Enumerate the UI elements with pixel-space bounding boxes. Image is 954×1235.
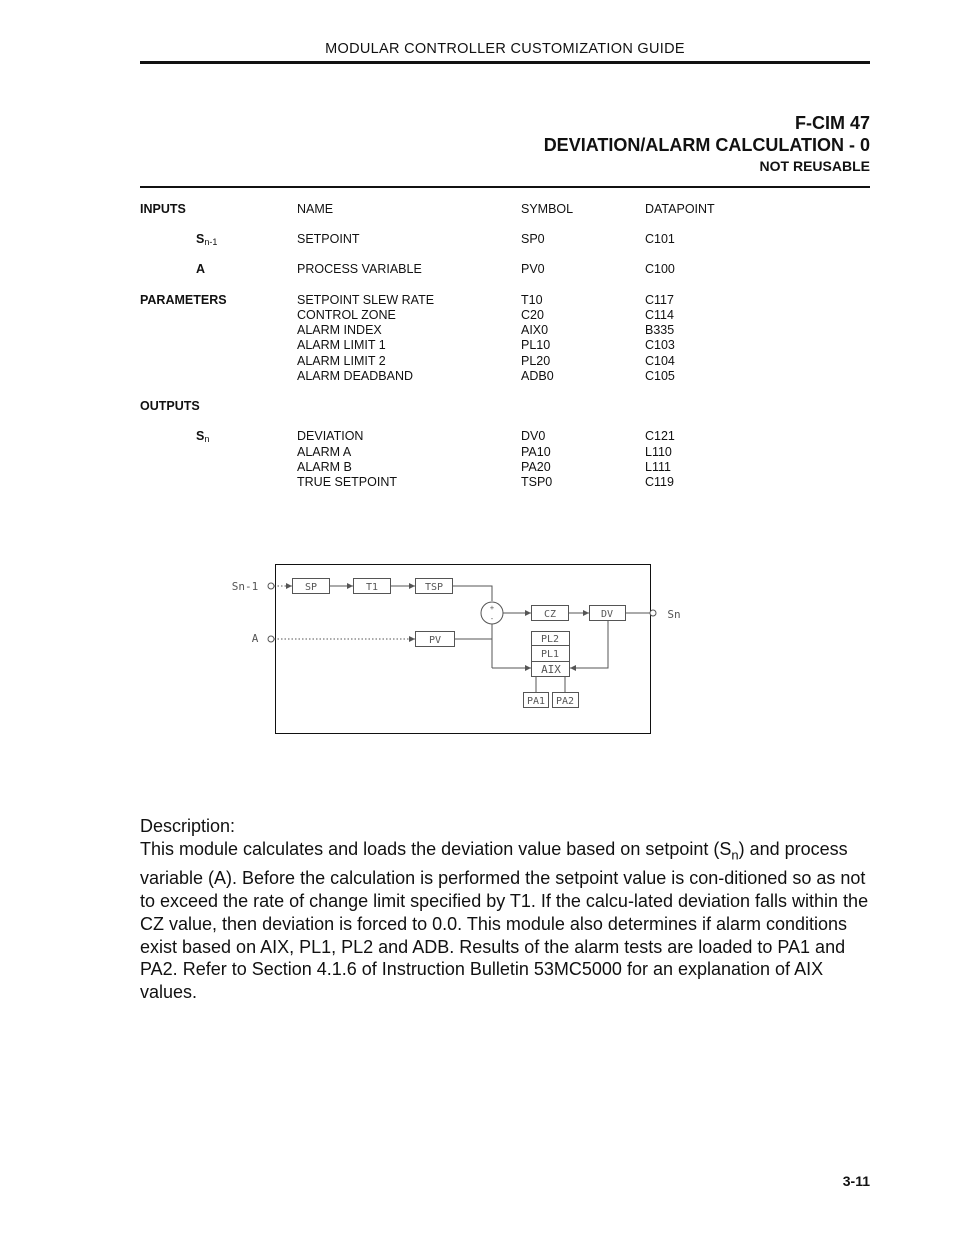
connector	[570, 621, 608, 668]
input-a-terminal	[268, 636, 274, 642]
output-sn-label: Sn	[667, 608, 681, 621]
input-sn1-terminal	[268, 583, 274, 589]
table-cell-name: ALARM LIMIT 1	[297, 338, 386, 352]
table-cell-symbol: T10	[521, 293, 543, 307]
title-rule	[140, 186, 870, 188]
input-sn1-label: Sn-1	[231, 580, 259, 593]
table-cell-name: SETPOINT	[297, 232, 360, 246]
table-cell-name: ALARM INDEX	[297, 323, 382, 337]
output-label-sn: $S_n$	[196, 429, 210, 444]
block-diagram	[225, 560, 695, 740]
block-tsp-label: TSP	[424, 582, 444, 593]
table-cell-symbol: SP0	[521, 232, 545, 246]
table-cell-name: ALARM DEADBAND	[297, 369, 413, 383]
table-cell-datapoint: C119	[645, 475, 674, 489]
parameters-section-label: PARAMETERS	[140, 293, 227, 307]
description-body: This module calculates and loads the deviation value based on setpoint $(S_n)$ and process variable (A). Before the calculation is performed the setpoint value is con-ditioned so as not to exceed the rate of change limit specified by T1. If the calcu-lated deviation falls within the CZ value, then deviation is forced to 0.0. This module also determines if alarm conditions exist based on AIX, PL1, PL2 and ADB. Results of the alarm tests are loaded to PA1 and PA2. Refer to Section 4.1.6 of Instruction Bulletin 53MC5000 for an explanation of AIX values.	[140, 838, 869, 1003]
table-cell-name: DEVIATION	[297, 429, 364, 443]
module-id-title: F-CIM 47	[794, 113, 870, 133]
table-cell-name: ALARM A	[297, 445, 352, 459]
block-pa2-label: PA2	[555, 696, 575, 707]
table-cell-symbol: PL20	[521, 354, 551, 368]
connector	[453, 586, 492, 601]
table-cell-datapoint: C105	[645, 369, 675, 383]
table-cell-datapoint: C117	[645, 293, 674, 307]
table-cell-symbol: C20	[521, 308, 544, 322]
inputs-section-label: INPUTS	[140, 202, 186, 216]
table-cell-symbol: DV0	[521, 429, 546, 443]
table-cell-datapoint: L110	[645, 445, 672, 459]
table-cell-name: ALARM B	[297, 460, 352, 474]
table-cell-datapoint: B335	[645, 323, 675, 337]
table-cell-symbol: PA20	[521, 460, 551, 474]
table-cell-datapoint: C100	[645, 262, 675, 276]
block-pl1-label: PL1	[540, 649, 560, 660]
table-cell-symbol: PV0	[521, 262, 545, 276]
block-cz-label: CZ	[543, 609, 557, 620]
table-cell-symbol: PA10	[521, 445, 551, 459]
summer-minus-sign: -	[489, 615, 495, 623]
table-cell-datapoint: C121	[645, 429, 675, 443]
table-cell-symbol: AIX0	[521, 323, 549, 337]
table-cell-datapoint: L111	[645, 460, 671, 474]
table-cell-name: ALARM LIMIT 2	[297, 354, 386, 368]
block-aix-label: AIX	[541, 663, 561, 676]
table-cell-datapoint: C114	[645, 308, 674, 322]
table-cell-datapoint: C104	[645, 354, 675, 368]
input-a-label: A	[251, 632, 259, 645]
description-block	[140, 815, 870, 1004]
datapoint-column-header: DATAPOINT	[645, 202, 715, 216]
block-dv-label: DV	[600, 609, 614, 620]
output-sn-terminal	[650, 610, 656, 616]
module-name-title: DEVIATION/ALARM CALCULATION - 0	[543, 135, 870, 155]
reusability-subtitle: NOT REUSABLE	[759, 158, 870, 174]
block-pl2-label: PL2	[540, 634, 560, 645]
input-label-sn1: $S_{n-1}$	[196, 232, 218, 247]
diagram-frame	[276, 565, 651, 734]
block-pv-label: PV	[428, 635, 442, 646]
summer-plus-sign: +	[489, 604, 495, 612]
page-number: 3-11	[842, 1173, 870, 1189]
header-rule	[140, 61, 870, 64]
description-heading: Description:	[140, 816, 236, 836]
table-cell-name: SETPOINT SLEW RATE	[297, 293, 435, 307]
running-header: MODULAR CONTROLLER CUSTOMIZATION GUIDE	[325, 41, 685, 57]
name-column-header: NAME	[297, 202, 334, 216]
block-sp-label: SP	[304, 582, 318, 593]
table-cell-symbol: TSP0	[521, 475, 553, 489]
table-cell-symbol: ADB0	[521, 369, 554, 383]
table-cell-datapoint: C101	[645, 232, 675, 246]
table-cell-name: PROCESS VARIABLE	[297, 262, 422, 276]
outputs-section-label: OUTPUTS	[140, 399, 200, 413]
table-cell-symbol: PL10	[521, 338, 551, 352]
block-pa1-label: PA1	[526, 696, 546, 707]
table-cell-datapoint: C103	[645, 338, 675, 352]
symbol-column-header: SYMBOL	[521, 202, 574, 216]
block-t1-label: T1	[365, 582, 379, 593]
table-cell-name: TRUE SETPOINT	[297, 475, 398, 489]
table-cell-name: CONTROL ZONE	[297, 308, 396, 322]
input-label-a: A	[196, 262, 206, 276]
